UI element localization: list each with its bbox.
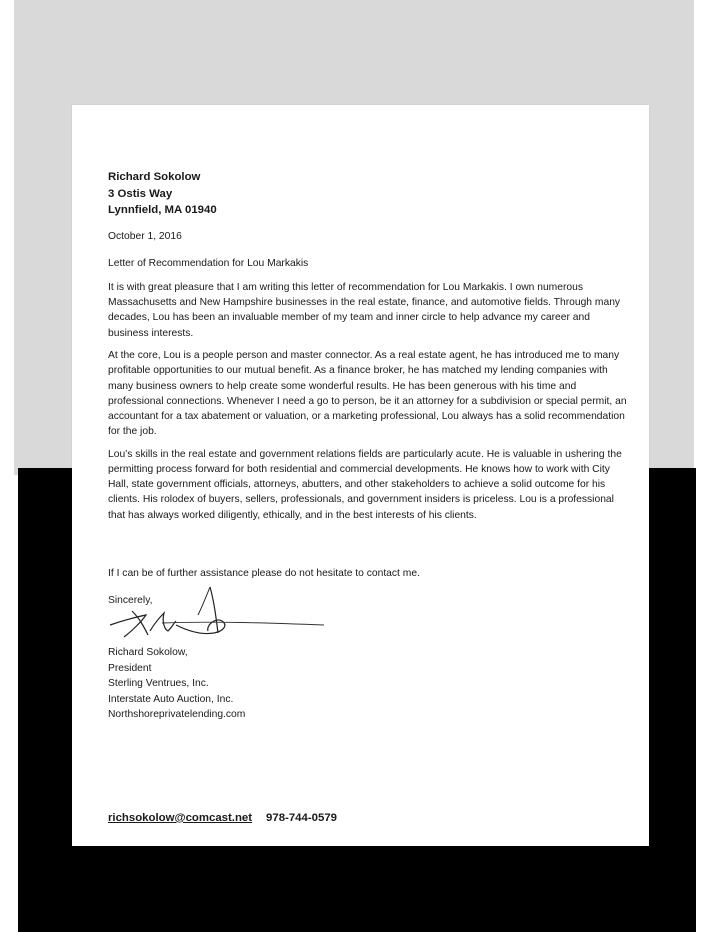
phone-number: 978-744-0579 — [266, 812, 337, 824]
background-right-strip — [696, 0, 720, 932]
body-paragraph: Lou’s skills in the real estate and government relations fields are particularly acute. He is valuable in ushering the permitting process forward for both residential and commercial developments. He knows how to work with City Hall, state government officials, attorneys, abutters, and other stakeholders to achieve a solid outcome for his clients. His rolodex of buyers, sellers, professionals, and government insiders is priceless. Lou is a professional that has always worked diligently, ethically, and in the best interests of his clients. — [108, 448, 622, 521]
letter-date: October 1, 2016 — [108, 231, 182, 242]
letter-subject: Letter of Recommendation for Lou Markakis — [108, 258, 309, 269]
signer-company: Northshoreprivatelending.com — [108, 709, 246, 721]
signer-title: President — [108, 662, 152, 674]
closing-line: If I can be of further assistance please do not hesitate to contact me. — [108, 568, 420, 579]
signer-company: Sterling Ventrues, Inc. — [108, 678, 209, 690]
email-link[interactable]: richsokolow@comcast.net — [108, 812, 253, 824]
signature-block — [108, 645, 245, 723]
letter-page — [72, 105, 649, 846]
signer-name: Richard Sokolow, — [108, 647, 188, 658]
handwritten-signature — [102, 581, 332, 651]
letter-body — [108, 280, 628, 530]
body-paragraph: At the core, Lou is a people person and master connector. As a real estate agent, he has introduced me to many profitable opportunities to our mutual benefit. As a finance broker, he has matched my lending companies with many business owners to help create some wonderful results. He has been generous with his time and professional connections. Whenever I need a go to person, be it an attorney for a subdivision or special permit, an accountant for a tax abatement or valuation, or a marketing professional, Lou always has a solid recommendation for the job. — [108, 350, 627, 438]
footer-contact — [108, 811, 337, 826]
sender-city: Lynnfield, MA 01940 — [108, 204, 217, 217]
closing-salutation: Sincerely, — [108, 595, 153, 606]
sender-name: Richard Sokolow — [108, 171, 201, 183]
sender-street: 3 Ostis Way — [108, 187, 173, 200]
sender-address — [108, 169, 217, 219]
signer-company: Interstate Auto Auction, Inc. — [108, 693, 234, 705]
body-paragraph: It is with great pleasure that I am writing this letter of recommendation for Lou Markakis. I own numerous Massachusetts and New Hampshire businesses in the real estate, finance, and automotive fields. Through many decades, Lou has been an invaluable member of my team and inner circle to help advance my career and business interests. — [108, 282, 621, 339]
